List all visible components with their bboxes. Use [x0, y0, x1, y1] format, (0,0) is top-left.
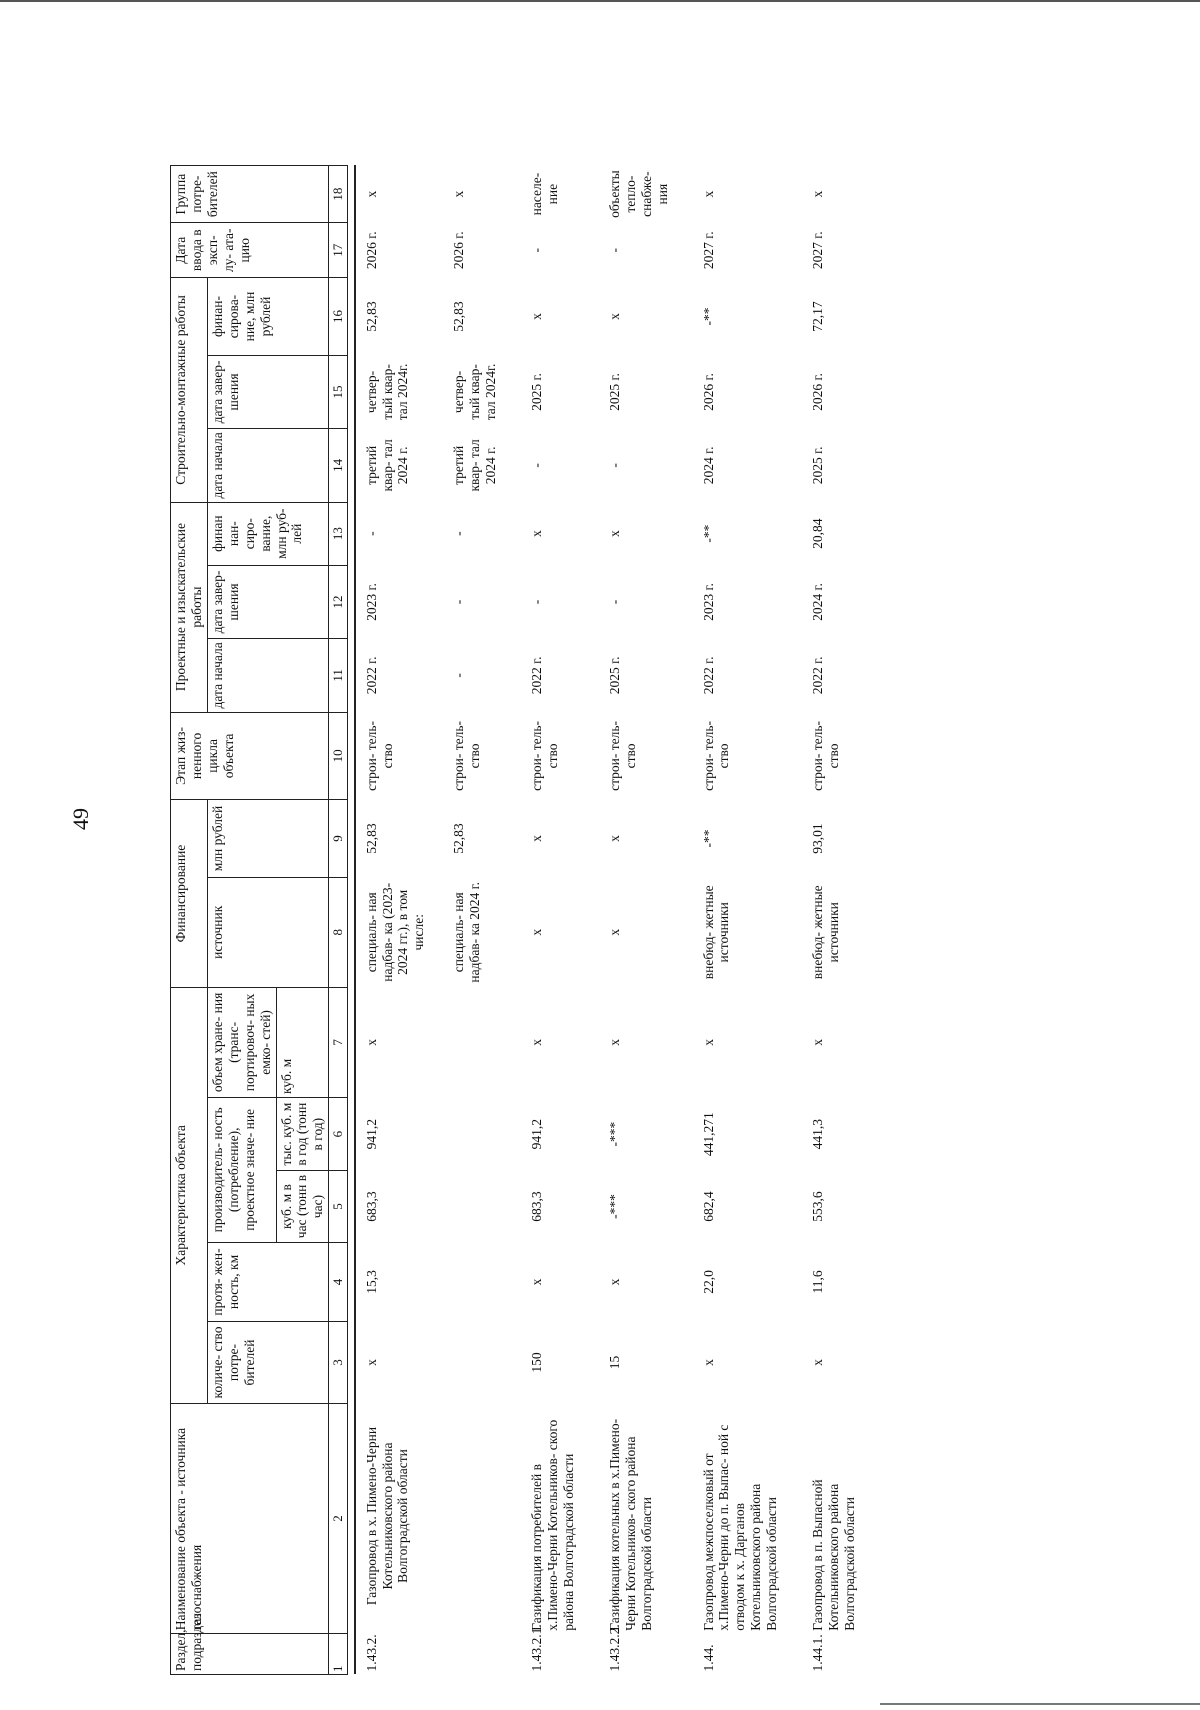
cell-mln-rub: -** [700, 829, 716, 848]
cell-commissioning: 2027 г. [810, 231, 826, 270]
cell-constr-financing: 52,83 [451, 301, 467, 332]
cell-cap-hour: 683,3 [363, 1191, 379, 1222]
cell-consumer-group: населе- ние [529, 172, 560, 216]
cell-mln-rub: х [606, 835, 622, 842]
cell-object-name: Газификация потребителей в х.Пимено-Черни Котельников- ского района Волгоградской области [529, 1419, 576, 1631]
table-row [599, 166, 693, 1675]
cell-constr-financing: 72,17 [810, 301, 826, 332]
cell-commissioning: 2026 г. [363, 231, 379, 270]
cell-length: х [529, 1278, 545, 1286]
table-row [693, 166, 803, 1675]
hdr-design-works: Проектные и изыскательские работы [171, 502, 208, 712]
col-num: 6 [329, 1097, 347, 1170]
cell-section [449, 1634, 521, 1675]
hdr-construction-works: Строительно-монтажные работы [171, 278, 208, 502]
cell-length [449, 1242, 521, 1322]
col-num: 3 [329, 1322, 347, 1404]
cell-design-financing: х [606, 530, 622, 538]
cell-constr-start: 2024 г. [700, 446, 716, 485]
hdr-storage-volume: объем хране- ния (транс- портировоч- ных емко- стей) [207, 987, 276, 1097]
cell-commissioning: 2026 г. [451, 231, 467, 270]
hdr-cap-hour: куб. м в час (тонн в час) [276, 1171, 329, 1242]
cell-cap-year: 941,2 [529, 1118, 545, 1150]
hdr-design-end: дата завер- шения [207, 565, 328, 638]
cell-design-end: 2024 г. [810, 583, 826, 621]
col-num: 18 [329, 166, 347, 223]
col-num: 1 [329, 1634, 347, 1675]
cell-design-start: 2022 г. [700, 656, 716, 695]
cell-stage: строи- тель- ство [529, 720, 560, 791]
cell-stage: строи- тель- ство [363, 720, 395, 791]
hdr-consumer-group: Группа потре- бителей [171, 166, 329, 223]
cell-stage: строи- тель- ство [700, 720, 732, 791]
cell-section: 1.44. [700, 1644, 716, 1672]
cell-consumers [449, 1322, 521, 1404]
col-num: 9 [329, 800, 347, 877]
cell-mln-rub: 52,83 [451, 823, 467, 854]
col-num: 7 [329, 987, 347, 1097]
cell-source: х [529, 928, 545, 936]
hdr-section: Раздел, подраздел [171, 1634, 329, 1675]
table-row [449, 166, 521, 1675]
hdr-consumers-count: количе- ство потре- бителей [207, 1322, 328, 1404]
cell-design-start: 2022 г. [363, 656, 379, 695]
page-number: 49 [68, 808, 93, 830]
hdr-length-km: протя- жен- ность, км [207, 1242, 328, 1322]
cell-design-end: 2023 г. [700, 583, 716, 621]
col-num: 4 [329, 1242, 347, 1322]
cell-cap-year: 441,3 [810, 1118, 826, 1150]
cell-cap-hour: 683,3 [529, 1191, 545, 1222]
hdr-commissioning-date: Дата ввода в эксп- лу- ата- цию [171, 223, 329, 278]
col-num: 15 [329, 355, 347, 428]
hdr-design-financing: финан нан- сиро- вание, млн руб- лей [207, 502, 328, 565]
cell-consumer-group: х [363, 190, 379, 198]
cell-storage: х [810, 1039, 826, 1046]
cell-object-name: Газопровод в х. Пимено-Черни Котельниковского района Волгоградской области [363, 1426, 411, 1606]
cell-length: 22,0 [700, 1270, 716, 1294]
cell-commissioning: - [529, 248, 545, 253]
cell-design-start: 2025 г. [606, 656, 622, 695]
cell-design-end: - [451, 599, 467, 605]
col-num: 2 [329, 1403, 347, 1633]
col-num: 5 [329, 1171, 347, 1242]
cell-constr-start: - [606, 463, 622, 468]
cell-storage [449, 987, 521, 1097]
cell-design-financing: - [451, 531, 467, 536]
cell-constr-start: третий квар- тал 2024 г. [451, 439, 499, 492]
cell-constr-start: - [529, 463, 545, 468]
hdr-object-name: Наименование объекта - источника газоснабжения [171, 1403, 329, 1633]
cell-consumers: х [810, 1359, 826, 1366]
cell-design-start: - [451, 673, 467, 678]
cell-storage: х [529, 1039, 545, 1046]
cell-design-financing: 20,84 [810, 518, 826, 549]
cell-source: специаль- ная надбав- ка 2024 г. [451, 881, 483, 983]
cell-constr-financing: х [606, 313, 622, 320]
cell-constr-end: 2026 г. [700, 373, 716, 411]
hdr-financing: Финансирование [171, 800, 208, 988]
cell-consumers: 15 [606, 1355, 622, 1370]
cell-object-name: Газопровод в п. Выпасной Котельниковского района Волгоградской области [810, 1479, 857, 1631]
col-num: 16 [329, 278, 347, 355]
header-row-1 [171, 166, 208, 1675]
cell-source: специаль- ная надбав- ка (2023- 2024 гг.), в том числе: [363, 882, 427, 982]
cell-consumers: 150 [529, 1352, 545, 1373]
cell-design-financing: х [529, 530, 545, 538]
cell-stage: строи- тель- ство [451, 720, 483, 791]
header-separator-line [347, 166, 355, 1675]
cell-constr-start: 2025 г. [810, 446, 826, 485]
hdr-constr-start: дата начала [207, 429, 328, 502]
cell-length: х [606, 1278, 622, 1286]
cell-consumer-group: объекты тепло- снабже- ния [606, 170, 670, 218]
rotated-table-container [170, 165, 1200, 1675]
col-num: 14 [329, 429, 347, 502]
cell-design-financing: - [363, 531, 379, 536]
cell-design-start: 2022 г. [810, 656, 826, 695]
cell-cap-hour: 553,6 [810, 1191, 826, 1222]
cell-mln-rub: 52,83 [363, 823, 379, 854]
hdr-mln-rub: млн рублей [207, 800, 328, 877]
cell-design-financing: -** [700, 524, 716, 543]
cell-commissioning: - [606, 248, 622, 253]
hdr-constr-end: дата завер- шения [207, 355, 328, 428]
cell-cap-hour: -*** [606, 1194, 622, 1219]
col-num: 11 [329, 639, 347, 712]
col-num: 13 [329, 502, 347, 565]
cell-cap-year: 941,2 [363, 1118, 379, 1150]
cell-consumer-group: х [451, 190, 467, 198]
cell-section: 1.43.2. [363, 1634, 379, 1672]
hdr-capacity: производитель- ность (потребление), проектное значе- ние [207, 1097, 276, 1242]
cell-cap-hour: 682,4 [700, 1191, 716, 1222]
cell-stage: строи- тель- ство [810, 720, 842, 791]
cell-consumers: х [700, 1359, 716, 1366]
col-num: 8 [329, 877, 347, 987]
cell-section: 1.43.2.2. [606, 1624, 622, 1672]
hdr-design-start: дата начала [207, 639, 328, 712]
cell-cap-year: 441,271 [700, 1112, 716, 1157]
cell-constr-financing: х [529, 313, 545, 320]
cell-constr-end: 2025 г. [529, 373, 545, 411]
hdr-cap-year: тыс. куб. м в год (тонн в год) [276, 1097, 329, 1170]
cell-constr-start: третий квар- тал 2024 г. [363, 439, 411, 492]
cell-consumer-group: х [810, 190, 826, 198]
hdr-constr-financing: финан- сирова- ние, млн рублей [207, 278, 328, 355]
cell-design-start: 2022 г. [529, 656, 545, 695]
cell-constr-end: четвер- тый квар- тал 2024г. [451, 363, 499, 421]
cell-cap-year: -*** [606, 1121, 622, 1147]
column-number-row [329, 166, 347, 1675]
cell-source: внебюд- жетные источники [700, 885, 732, 980]
cell-constr-end: четвер- тый квар- тал 2024г. [363, 363, 411, 421]
header-separator [347, 166, 355, 1675]
col-num: 12 [329, 565, 347, 638]
col-num: 10 [329, 712, 347, 800]
table-row [521, 166, 599, 1675]
page-bottom-edge [880, 1703, 1200, 1705]
cell-length: 11,6 [810, 1270, 826, 1294]
cell-design-end: 2023 г. [363, 583, 379, 621]
cell-source: х [606, 928, 622, 936]
table-row [355, 166, 450, 1675]
cell-length: 15,3 [363, 1270, 379, 1294]
cell-mln-rub: 93,01 [810, 823, 826, 854]
cell-consumers: х [363, 1359, 379, 1366]
cell-design-end: - [606, 599, 622, 605]
cell-object-name: Газификация котельных в х.Пимено-Черни Котельников- ского района Волгоградской области [606, 1418, 654, 1631]
cell-design-end: - [529, 599, 545, 605]
cell-storage: х [700, 1039, 716, 1046]
cell-constr-end: 2025 г. [606, 373, 622, 411]
cell-cap-year [449, 1097, 521, 1170]
cell-section: 1.43.2.1. [529, 1624, 545, 1672]
cell-commissioning: 2027 г. [700, 231, 716, 270]
cell-mln-rub: х [529, 835, 545, 842]
cell-section: 1.44.1. [810, 1634, 826, 1672]
gas-supply-table [170, 165, 880, 1675]
cell-source: внебюд- жетные источники [810, 885, 842, 980]
cell-storage: х [363, 1039, 379, 1046]
cell-object-name: Газопровод межпоселковый от х.Пимено-Черни до п. Выпас- ной с отводом к х. Дарганов Котельниковского района Волгоградской области [700, 1424, 780, 1631]
table-row [802, 166, 880, 1675]
cell-stage: строи- тель- ство [606, 720, 638, 791]
cell-constr-financing: 52,83 [363, 301, 379, 332]
hdr-source: источник [207, 877, 328, 987]
cell-cap-hour [449, 1171, 521, 1242]
cell-object-name [449, 1403, 521, 1633]
hdr-storage-unit: куб. м [276, 987, 329, 1097]
hdr-stage: Этап жиз- ненного цикла объекта [171, 712, 329, 800]
cell-consumer-group: х [700, 190, 716, 198]
cell-storage: х [606, 1039, 622, 1046]
col-num: 17 [329, 223, 347, 278]
cell-constr-financing: -** [700, 307, 716, 326]
hdr-characteristics: Характеристика объекта [171, 987, 208, 1403]
cell-constr-end: 2026 г. [810, 373, 826, 411]
page-top-edge [0, 0, 1200, 2]
